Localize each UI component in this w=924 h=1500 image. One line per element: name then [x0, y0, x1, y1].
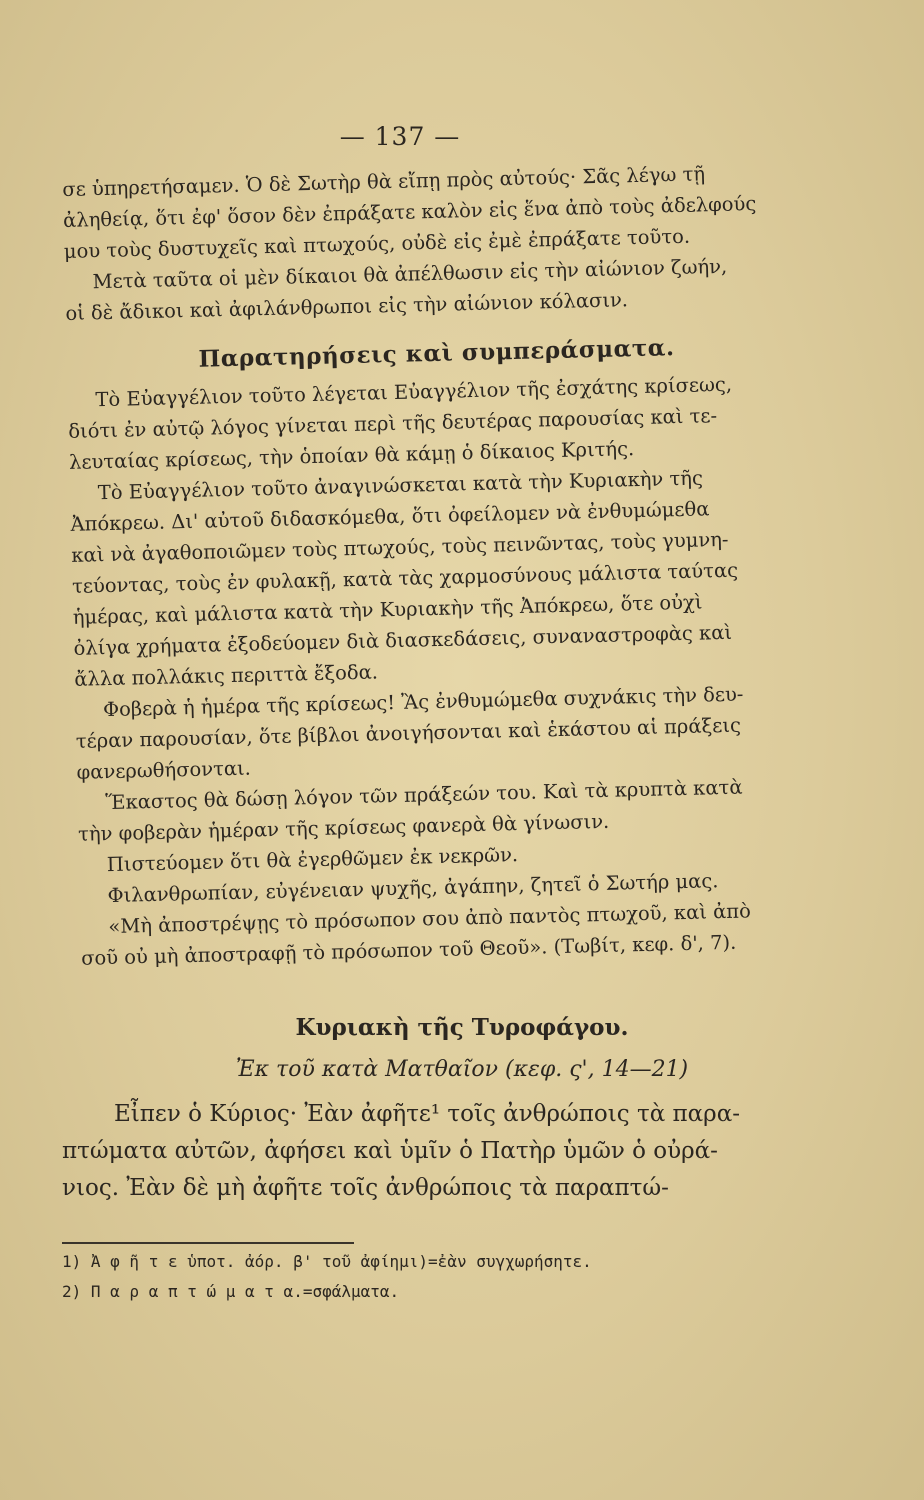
page-number: — 137 —: [339, 122, 461, 151]
chapter-heading: Κυριακὴ τῆς Τυροφάγου.: [295, 1014, 629, 1041]
footnote-rule: [62, 1242, 354, 1244]
text-line: Φιλανθρωπίαν, εὐγένειαν ψυχῆς, ἀγάπην, ζητεῖ ὁ Σωτήρ μας.: [107, 869, 719, 908]
text-line: Μετὰ ταῦτα οἱ μὲν δίκαιοι θὰ ἀπέλθωσιν εἰς τὴν αἰώνιον ζωήν,: [92, 254, 728, 294]
text-line: λευταίας κρίσεως, τὴν ὁποίαν θὰ κάμῃ ὁ δίκαιος Κριτής.: [68, 437, 635, 474]
text-line: τὴν φοβερὰν ἡμέραν τῆς κρίσεως φανερὰ θὰ γίνωσιν.: [77, 809, 610, 846]
text-line: «Μὴ ἀποστρέψῃς τὸ πρόσωπον σου ἀπὸ παντὸς πτωχοῦ, καὶ ἀπὸ: [108, 899, 752, 939]
text-line: ἄλλα πολλάκις περιττὰ ἔξοδα.: [74, 660, 379, 691]
text-line: οἱ δὲ ἄδικοι καὶ ἀφιλάνθρωποι εἰς τὴν αἰώνιον κόλασιν.: [65, 288, 629, 325]
text-line: τέραν παρουσίαν, ὅτε βίβλοι ἀνοιγήσονται καὶ ἑκάστου αἱ πράξεις: [75, 713, 742, 753]
chapter-subheading: Ἐκ τοῦ κατὰ Ματθαῖον (κεφ. ς', 14—21): [235, 1057, 689, 1082]
text-line: ἀληθείᾳ, ὅτι ἐφ' ὅσον δὲν ἐπράξατε καλὸν εἰς ἕνα ἀπὸ τοὺς ἀδελφούς: [62, 192, 757, 232]
text-line: τεύοντας, τοὺς ἐν φυλακῇ, κατὰ τὰς χαρμοσύνους μάλιστα ταύτας: [71, 558, 739, 598]
text-line: καὶ νὰ ἀγαθοποιῶμεν τοὺς πτωχούς, τοὺς πεινῶντας, τοὺς γυμνη-: [71, 527, 729, 567]
text-line: μου τοὺς δυστυχεῖς καὶ πτωχούς, οὐδὲ εἰς ἐμὲ ἐπράξατε τοῦτο.: [63, 224, 691, 263]
text-line: Ἕκαστος θὰ δώσῃ λόγον τῶν πράξεών του. Καὶ τὰ κρυπτὰ κατὰ: [105, 775, 743, 815]
text-line: Ἀπόκρεω. Δι' αὐτοῦ διδασκόμεθα, ὅτι ὀφείλομεν νὰ ἐνθυμώμεθα: [70, 497, 710, 536]
upper-text-block: [62, 156, 821, 974]
text-line: φανερωθήσονται.: [76, 756, 252, 784]
text-line: διότι ἐν αὐτῷ λόγος γίνεται περὶ τῆς δευτέρας παρουσίας καὶ τε-: [68, 404, 718, 443]
footnote: 2) Π α ρ α π τ ώ μ α τ α.=σφάλματα.: [62, 1282, 400, 1301]
text-line: πτώματα αὐτῶν, ἀφήσει καὶ ὑμῖν ὁ Πατὴρ ὑμῶν ὁ οὐρά-: [62, 1138, 718, 1164]
text-line: ὀλίγα χρήματα ἐξοδεύομεν διὰ διασκεδάσεις, συναναστροφὰς καὶ: [73, 620, 733, 660]
text-line: νιος. Ἐὰν δὲ μὴ ἀφῆτε τοῖς ἀνθρώποις τὰ παραπτώ-: [62, 1175, 669, 1201]
text-line: Πιστεύομεν ὅτι θὰ ἐγερθῶμεν ἐκ νεκρῶν.: [106, 843, 519, 877]
text-line: Τὸ Εὐαγγέλιον τοῦτο λέγεται Εὐαγγέλιον τῆς ἐσχάτης κρίσεως,: [95, 372, 733, 412]
text-line: Εἶπεν ὁ Κύριος· Ἐὰν ἀφῆτε¹ τοῖς ἀνθρώποις τὰ παρα-: [114, 1101, 741, 1127]
gospel-text-block: [62, 1096, 822, 1207]
section-heading: Παρατηρήσεις καὶ συμπεράσματα.: [198, 334, 675, 373]
footnote: 1) Ἀ φ ῆ τ ε ὑποτ. ἀόρ. β' τοῦ ἀφίημι)=ἐὰν συγχωρήσητε.: [62, 1252, 592, 1271]
footnotes: [62, 1247, 822, 1307]
text-line: Τὸ Εὐαγγέλιον τοῦτο ἀναγινώσκεται κατὰ τὴν Κυριακὴν τῆς: [97, 466, 704, 505]
text-line: σε ὑπηρετήσαμεν. Ὁ δὲ Σωτὴρ θὰ εἴπῃ πρὸς αὐτούς· Σᾶς λέγω τῇ: [62, 162, 706, 201]
text-line: Φοβερὰ ἡ ἡμέρα τῆς κρίσεως! Ἂς ἐνθυμώμεθα συχνάκις τὴν δευ-: [102, 682, 744, 722]
text-line: σοῦ οὐ μὴ ἀποστραφῇ τὸ πρόσωπον τοῦ Θεοῦ». (Τωβίτ, κεφ. δ', 7).: [80, 930, 737, 970]
text-line: ἡμέρας, καὶ μάλιστα κατὰ τὴν Κυριακὴν τῆς Ἀπόκρεω, ὅτε οὐχὶ: [72, 590, 703, 629]
